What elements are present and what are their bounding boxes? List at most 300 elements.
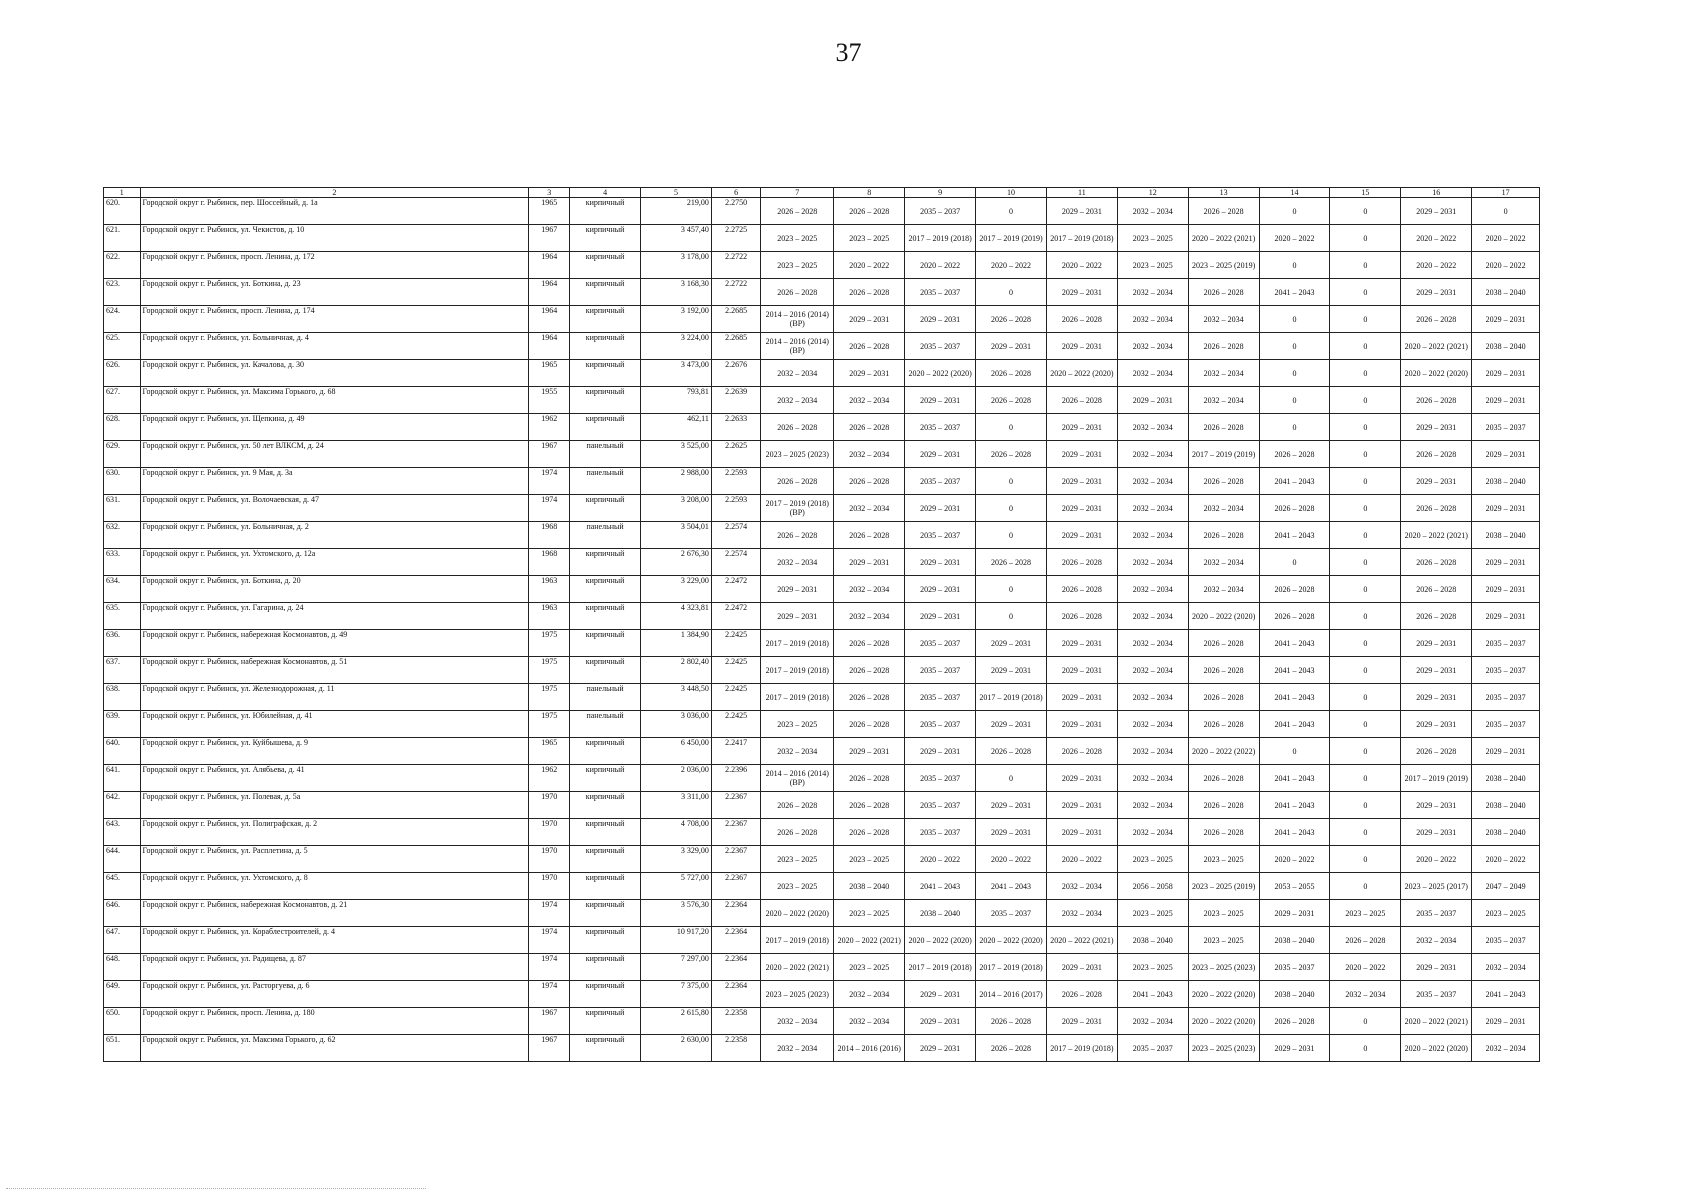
cell-work-col-14: 2026 – 2028 bbox=[1259, 1008, 1330, 1035]
cell-work-col-14: 2035 – 2037 bbox=[1259, 954, 1330, 981]
cell-work-col-13: 2026 – 2028 bbox=[1188, 468, 1259, 495]
cell-row-number: 649. bbox=[104, 981, 141, 1008]
cell-row-number: 641. bbox=[104, 765, 141, 792]
cell-work-col-12: 2032 – 2034 bbox=[1117, 198, 1188, 225]
cell-work-col-10: 2029 – 2031 bbox=[976, 819, 1047, 846]
cell-wall-material: панельный bbox=[570, 468, 641, 495]
cell-work-col-15: 0 bbox=[1330, 225, 1401, 252]
column-header-12: 12 bbox=[1117, 188, 1188, 198]
cell-work-col-16: 2035 – 2037 bbox=[1401, 981, 1472, 1008]
cell-row-number: 638. bbox=[104, 684, 141, 711]
cell-total-area: 3 576,30 bbox=[641, 900, 712, 927]
cell-work-col-12: 2032 – 2034 bbox=[1117, 495, 1188, 522]
cell-total-area: 2 630,00 bbox=[641, 1035, 712, 1062]
cell-priority-index: 2.2364 bbox=[711, 900, 760, 927]
cell-work-col-9: 2035 – 2037 bbox=[905, 819, 976, 846]
cell-total-area: 1 384,90 bbox=[641, 630, 712, 657]
cell-work-col-9: 2035 – 2037 bbox=[905, 333, 976, 360]
cell-work-col-7: 2026 – 2028 bbox=[761, 198, 834, 225]
cell-work-col-11: 2032 – 2034 bbox=[1046, 900, 1117, 927]
cell-work-col-15: 0 bbox=[1330, 252, 1401, 279]
cell-priority-index: 2.2676 bbox=[711, 360, 760, 387]
cell-work-col-16: 2017 – 2019 (2019) bbox=[1401, 765, 1472, 792]
cell-work-col-7: 2023 – 2025 bbox=[761, 711, 834, 738]
cell-work-col-8: 2026 – 2028 bbox=[834, 711, 905, 738]
cell-work-col-15: 0 bbox=[1330, 603, 1401, 630]
cell-work-col-11: 2029 – 2031 bbox=[1046, 630, 1117, 657]
cell-work-col-12: 2032 – 2034 bbox=[1117, 414, 1188, 441]
cell-work-col-15: 0 bbox=[1330, 333, 1401, 360]
cell-year-built: 1974 bbox=[529, 495, 570, 522]
cell-work-col-13: 2023 – 2025 (2019) bbox=[1188, 252, 1259, 279]
cell-work-col-7: 2026 – 2028 bbox=[761, 414, 834, 441]
cell-work-col-11: 2017 – 2019 (2018) bbox=[1046, 1035, 1117, 1062]
cell-work-col-16: 2029 – 2031 bbox=[1401, 954, 1472, 981]
cell-address: Городской округ г. Рыбинск, ул. Радищева, д. 87 bbox=[140, 954, 529, 981]
cell-work-col-11: 2026 – 2028 bbox=[1046, 981, 1117, 1008]
cell-work-col-17: 2038 – 2040 bbox=[1472, 522, 1540, 549]
cell-work-col-12: 2038 – 2040 bbox=[1117, 927, 1188, 954]
table-row bbox=[104, 387, 1540, 414]
cell-wall-material: кирпичный bbox=[570, 603, 641, 630]
column-header-8: 8 bbox=[834, 188, 905, 198]
cell-work-col-14: 0 bbox=[1259, 252, 1330, 279]
table-row bbox=[104, 549, 1540, 576]
cell-work-col-9: 2020 – 2022 (2020) bbox=[905, 927, 976, 954]
cell-work-col-15: 0 bbox=[1330, 765, 1401, 792]
cell-work-col-7: 2032 – 2034 bbox=[761, 387, 834, 414]
housing-repair-schedule-table bbox=[103, 187, 1540, 1062]
cell-total-area: 7 375,00 bbox=[641, 981, 712, 1008]
cell-work-col-7: 2026 – 2028 bbox=[761, 522, 834, 549]
column-header-17: 17 bbox=[1472, 188, 1540, 198]
cell-work-col-11: 2020 – 2022 bbox=[1046, 846, 1117, 873]
cell-work-col-15: 0 bbox=[1330, 711, 1401, 738]
cell-work-col-15: 0 bbox=[1330, 792, 1401, 819]
cell-work-col-11: 2029 – 2031 bbox=[1046, 522, 1117, 549]
cell-wall-material: панельный bbox=[570, 441, 641, 468]
scan-artifact-line bbox=[6, 1188, 426, 1190]
table-row bbox=[104, 306, 1540, 333]
cell-work-col-14: 2041 – 2043 bbox=[1259, 522, 1330, 549]
cell-work-col-12: 2035 – 2037 bbox=[1117, 1035, 1188, 1062]
cell-work-col-7: 2032 – 2034 bbox=[761, 1035, 834, 1062]
table-row bbox=[104, 468, 1540, 495]
table-row bbox=[104, 522, 1540, 549]
cell-work-col-15: 0 bbox=[1330, 279, 1401, 306]
cell-priority-index: 2.2425 bbox=[711, 711, 760, 738]
cell-total-area: 3 192,00 bbox=[641, 306, 712, 333]
page-number: 37 bbox=[835, 38, 862, 67]
cell-work-col-7: 2023 – 2025 (2023) bbox=[761, 981, 834, 1008]
cell-year-built: 1962 bbox=[529, 765, 570, 792]
cell-work-col-9: 2035 – 2037 bbox=[905, 711, 976, 738]
cell-work-col-11: 2029 – 2031 bbox=[1046, 711, 1117, 738]
cell-work-col-16: 2026 – 2028 bbox=[1401, 549, 1472, 576]
cell-work-col-8: 2026 – 2028 bbox=[834, 657, 905, 684]
cell-work-col-13: 2026 – 2028 bbox=[1188, 279, 1259, 306]
cell-row-number: 626. bbox=[104, 360, 141, 387]
cell-work-col-12: 2032 – 2034 bbox=[1117, 279, 1188, 306]
cell-work-col-15: 0 bbox=[1330, 576, 1401, 603]
cell-work-col-12: 2032 – 2034 bbox=[1117, 306, 1188, 333]
cell-wall-material: кирпичный bbox=[570, 333, 641, 360]
cell-row-number: 637. bbox=[104, 657, 141, 684]
cell-work-col-16: 2026 – 2028 bbox=[1401, 603, 1472, 630]
cell-work-col-14: 2041 – 2043 bbox=[1259, 468, 1330, 495]
cell-work-col-8: 2026 – 2028 bbox=[834, 765, 905, 792]
cell-work-col-16: 2029 – 2031 bbox=[1401, 414, 1472, 441]
cell-work-col-9: 2035 – 2037 bbox=[905, 657, 976, 684]
table-row bbox=[104, 603, 1540, 630]
cell-work-col-9: 2035 – 2037 bbox=[905, 279, 976, 306]
cell-priority-index: 2.2639 bbox=[711, 387, 760, 414]
cell-work-col-12: 2032 – 2034 bbox=[1117, 576, 1188, 603]
cell-work-col-8: 2029 – 2031 bbox=[834, 306, 905, 333]
cell-work-col-16: 2029 – 2031 bbox=[1401, 198, 1472, 225]
cell-work-col-15: 0 bbox=[1330, 1008, 1401, 1035]
cell-work-col-13: 2026 – 2028 bbox=[1188, 522, 1259, 549]
cell-work-col-10: 2014 – 2016 (2017) bbox=[976, 981, 1047, 1008]
cell-work-col-17: 2029 – 2031 bbox=[1472, 1008, 1540, 1035]
cell-work-col-9: 2029 – 2031 bbox=[905, 981, 976, 1008]
cell-work-col-11: 2029 – 2031 bbox=[1046, 684, 1117, 711]
cell-row-number: 642. bbox=[104, 792, 141, 819]
cell-work-col-10: 2029 – 2031 bbox=[976, 333, 1047, 360]
cell-work-col-11: 2029 – 2031 bbox=[1046, 468, 1117, 495]
cell-work-col-7: 2032 – 2034 bbox=[761, 360, 834, 387]
cell-work-col-8: 2026 – 2028 bbox=[834, 333, 905, 360]
cell-address: Городской округ г. Рыбинск, набережная Космонавтов, д. 21 bbox=[140, 900, 529, 927]
table-row bbox=[104, 711, 1540, 738]
table-row bbox=[104, 441, 1540, 468]
table-row bbox=[104, 1008, 1540, 1035]
cell-priority-index: 2.2593 bbox=[711, 468, 760, 495]
cell-work-col-8: 2020 – 2022 (2021) bbox=[834, 927, 905, 954]
cell-work-col-14: 2041 – 2043 bbox=[1259, 819, 1330, 846]
cell-work-col-16: 2026 – 2028 bbox=[1401, 576, 1472, 603]
cell-total-area: 3 473,00 bbox=[641, 360, 712, 387]
cell-wall-material: кирпичный bbox=[570, 630, 641, 657]
cell-wall-material: кирпичный bbox=[570, 414, 641, 441]
cell-work-col-8: 2023 – 2025 bbox=[834, 954, 905, 981]
column-header-1: 1 bbox=[104, 188, 141, 198]
cell-work-col-12: 2032 – 2034 bbox=[1117, 441, 1188, 468]
cell-address: Городской округ г. Рыбинск, просп. Ленина, д. 180 bbox=[140, 1008, 529, 1035]
cell-total-area: 3 457,40 bbox=[641, 225, 712, 252]
cell-row-number: 627. bbox=[104, 387, 141, 414]
cell-work-col-14: 2041 – 2043 bbox=[1259, 711, 1330, 738]
cell-work-col-11: 2029 – 2031 bbox=[1046, 765, 1117, 792]
cell-priority-index: 2.2358 bbox=[711, 1035, 760, 1062]
cell-priority-index: 2.2417 bbox=[711, 738, 760, 765]
cell-work-col-11: 2029 – 2031 bbox=[1046, 198, 1117, 225]
cell-work-col-8: 2038 – 2040 bbox=[834, 873, 905, 900]
cell-year-built: 1974 bbox=[529, 900, 570, 927]
cell-address: Городской округ г. Рыбинск, ул. Ухтомского, д. 8 bbox=[140, 873, 529, 900]
cell-work-col-11: 2029 – 2031 bbox=[1046, 792, 1117, 819]
cell-work-col-15: 0 bbox=[1330, 441, 1401, 468]
cell-total-area: 793,81 bbox=[641, 387, 712, 414]
cell-work-col-15: 0 bbox=[1330, 630, 1401, 657]
cell-work-col-14: 2041 – 2043 bbox=[1259, 630, 1330, 657]
cell-work-col-12: 2032 – 2034 bbox=[1117, 522, 1188, 549]
cell-year-built: 1962 bbox=[529, 414, 570, 441]
table-row bbox=[104, 414, 1540, 441]
cell-priority-index: 2.2685 bbox=[711, 333, 760, 360]
cell-priority-index: 2.2425 bbox=[711, 630, 760, 657]
cell-priority-index: 2.2722 bbox=[711, 252, 760, 279]
cell-work-col-13: 2023 – 2025 bbox=[1188, 846, 1259, 873]
cell-work-col-11: 2020 – 2022 bbox=[1046, 252, 1117, 279]
cell-address: Городской округ г. Рыбинск, ул. Юбилейная, д. 41 bbox=[140, 711, 529, 738]
cell-work-col-7: 2023 – 2025 bbox=[761, 873, 834, 900]
cell-work-col-8: 2029 – 2031 bbox=[834, 360, 905, 387]
cell-work-col-12: 2056 – 2058 bbox=[1117, 873, 1188, 900]
cell-work-col-16: 2029 – 2031 bbox=[1401, 792, 1472, 819]
cell-work-col-10: 0 bbox=[976, 468, 1047, 495]
cell-row-number: 643. bbox=[104, 819, 141, 846]
cell-address: Городской округ г. Рыбинск, просп. Ленина, д. 174 bbox=[140, 306, 529, 333]
cell-work-col-10: 2017 – 2019 (2019) bbox=[976, 225, 1047, 252]
cell-year-built: 1970 bbox=[529, 873, 570, 900]
cell-row-number: 624. bbox=[104, 306, 141, 333]
cell-row-number: 633. bbox=[104, 549, 141, 576]
cell-wall-material: кирпичный bbox=[570, 846, 641, 873]
cell-work-col-8: 2026 – 2028 bbox=[834, 819, 905, 846]
cell-work-col-13: 2020 – 2022 (2021) bbox=[1188, 225, 1259, 252]
cell-work-col-11: 2026 – 2028 bbox=[1046, 549, 1117, 576]
cell-row-number: 620. bbox=[104, 198, 141, 225]
cell-total-area: 3 448,50 bbox=[641, 684, 712, 711]
cell-year-built: 1963 bbox=[529, 603, 570, 630]
cell-work-col-16: 2029 – 2031 bbox=[1401, 684, 1472, 711]
column-header-16: 16 bbox=[1401, 188, 1472, 198]
cell-wall-material: кирпичный bbox=[570, 1035, 641, 1062]
cell-priority-index: 2.2625 bbox=[711, 441, 760, 468]
cell-work-col-13: 2020 – 2022 (2020) bbox=[1188, 603, 1259, 630]
cell-row-number: 622. bbox=[104, 252, 141, 279]
cell-work-col-11: 2029 – 2031 bbox=[1046, 495, 1117, 522]
cell-work-col-17: 2038 – 2040 bbox=[1472, 279, 1540, 306]
cell-work-col-14: 0 bbox=[1259, 414, 1330, 441]
cell-work-col-10: 0 bbox=[976, 603, 1047, 630]
cell-work-col-15: 2023 – 2025 bbox=[1330, 900, 1401, 927]
cell-year-built: 1967 bbox=[529, 225, 570, 252]
cell-work-col-8: 2032 – 2034 bbox=[834, 441, 905, 468]
cell-total-area: 3 224,00 bbox=[641, 333, 712, 360]
cell-work-col-7: 2023 – 2025 bbox=[761, 846, 834, 873]
cell-wall-material: кирпичный bbox=[570, 549, 641, 576]
cell-row-number: 623. bbox=[104, 279, 141, 306]
cell-work-col-14: 0 bbox=[1259, 549, 1330, 576]
cell-work-col-7: 2017 – 2019 (2018) bbox=[761, 927, 834, 954]
table-row bbox=[104, 981, 1540, 1008]
cell-address: Городской округ г. Рыбинск, ул. Качалова, д. 30 bbox=[140, 360, 529, 387]
cell-priority-index: 2.2722 bbox=[711, 279, 760, 306]
cell-work-col-10: 2017 – 2019 (2018) bbox=[976, 684, 1047, 711]
cell-work-col-12: 2029 – 2031 bbox=[1117, 387, 1188, 414]
cell-work-col-10: 0 bbox=[976, 495, 1047, 522]
cell-work-col-8: 2029 – 2031 bbox=[834, 549, 905, 576]
table-row bbox=[104, 630, 1540, 657]
cell-address: Городской округ г. Рыбинск, ул. Волочаевская, д. 47 bbox=[140, 495, 529, 522]
table-row bbox=[104, 819, 1540, 846]
cell-work-col-9: 2035 – 2037 bbox=[905, 522, 976, 549]
cell-work-col-11: 2017 – 2019 (2018) bbox=[1046, 225, 1117, 252]
cell-wall-material: кирпичный bbox=[570, 657, 641, 684]
cell-year-built: 1964 bbox=[529, 252, 570, 279]
cell-work-col-14: 2029 – 2031 bbox=[1259, 900, 1330, 927]
cell-work-col-15: 0 bbox=[1330, 819, 1401, 846]
cell-work-col-13: 2023 – 2025 (2023) bbox=[1188, 1035, 1259, 1062]
cell-wall-material: кирпичный bbox=[570, 306, 641, 333]
cell-work-col-7: 2026 – 2028 bbox=[761, 819, 834, 846]
table-row bbox=[104, 279, 1540, 306]
cell-year-built: 1975 bbox=[529, 711, 570, 738]
table-row bbox=[104, 225, 1540, 252]
cell-work-col-17: 2035 – 2037 bbox=[1472, 414, 1540, 441]
cell-total-area: 5 727,00 bbox=[641, 873, 712, 900]
cell-work-col-8: 2026 – 2028 bbox=[834, 630, 905, 657]
cell-row-number: 628. bbox=[104, 414, 141, 441]
cell-work-col-8: 2023 – 2025 bbox=[834, 225, 905, 252]
cell-year-built: 1970 bbox=[529, 792, 570, 819]
cell-row-number: 651. bbox=[104, 1035, 141, 1062]
cell-work-col-11: 2029 – 2031 bbox=[1046, 954, 1117, 981]
cell-priority-index: 2.2367 bbox=[711, 873, 760, 900]
cell-work-col-12: 2023 – 2025 bbox=[1117, 900, 1188, 927]
cell-work-col-12: 2032 – 2034 bbox=[1117, 657, 1188, 684]
cell-work-col-7: 2026 – 2028 bbox=[761, 792, 834, 819]
cell-work-col-17: 2029 – 2031 bbox=[1472, 576, 1540, 603]
cell-work-col-10: 2026 – 2028 bbox=[976, 738, 1047, 765]
table-row bbox=[104, 873, 1540, 900]
cell-year-built: 1964 bbox=[529, 333, 570, 360]
table-row bbox=[104, 954, 1540, 981]
cell-work-col-7: 2014 – 2016 (2014) (ВР) bbox=[761, 333, 834, 360]
cell-work-col-12: 2032 – 2034 bbox=[1117, 549, 1188, 576]
cell-work-col-16: 2029 – 2031 bbox=[1401, 468, 1472, 495]
cell-work-col-8: 2032 – 2034 bbox=[834, 1008, 905, 1035]
cell-work-col-11: 2026 – 2028 bbox=[1046, 603, 1117, 630]
table-row bbox=[104, 198, 1540, 225]
cell-work-col-9: 2035 – 2037 bbox=[905, 792, 976, 819]
cell-wall-material: кирпичный bbox=[570, 1008, 641, 1035]
cell-priority-index: 2.2367 bbox=[711, 819, 760, 846]
cell-work-col-13: 2020 – 2022 (2022) bbox=[1188, 738, 1259, 765]
cell-work-col-11: 2029 – 2031 bbox=[1046, 333, 1117, 360]
cell-priority-index: 2.2472 bbox=[711, 603, 760, 630]
table-row bbox=[104, 252, 1540, 279]
cell-address: Городской округ г. Рыбинск, ул. Максима Горького, д. 68 bbox=[140, 387, 529, 414]
cell-total-area: 3 178,00 bbox=[641, 252, 712, 279]
cell-row-number: 644. bbox=[104, 846, 141, 873]
cell-work-col-9: 2029 – 2031 bbox=[905, 306, 976, 333]
cell-year-built: 1967 bbox=[529, 1035, 570, 1062]
cell-address: Городской округ г. Рыбинск, набережная Космонавтов, д. 49 bbox=[140, 630, 529, 657]
cell-work-col-12: 2032 – 2034 bbox=[1117, 765, 1188, 792]
cell-row-number: 645. bbox=[104, 873, 141, 900]
cell-work-col-15: 0 bbox=[1330, 414, 1401, 441]
cell-work-col-15: 0 bbox=[1330, 1035, 1401, 1062]
cell-work-col-7: 2014 – 2016 (2014) (ВР) bbox=[761, 306, 834, 333]
cell-work-col-7: 2017 – 2019 (2018) bbox=[761, 630, 834, 657]
table-row bbox=[104, 900, 1540, 927]
cell-work-col-17: 2038 – 2040 bbox=[1472, 792, 1540, 819]
cell-work-col-10: 2029 – 2031 bbox=[976, 657, 1047, 684]
cell-work-col-13: 2023 – 2025 (2023) bbox=[1188, 954, 1259, 981]
cell-wall-material: кирпичный bbox=[570, 387, 641, 414]
cell-work-col-14: 2038 – 2040 bbox=[1259, 981, 1330, 1008]
cell-work-col-16: 2032 – 2034 bbox=[1401, 927, 1472, 954]
cell-priority-index: 2.2472 bbox=[711, 576, 760, 603]
cell-work-col-9: 2029 – 2031 bbox=[905, 441, 976, 468]
cell-work-col-10: 2029 – 2031 bbox=[976, 711, 1047, 738]
column-header-13: 13 bbox=[1188, 188, 1259, 198]
cell-work-col-10: 0 bbox=[976, 198, 1047, 225]
cell-work-col-9: 2035 – 2037 bbox=[905, 414, 976, 441]
cell-work-col-16: 2026 – 2028 bbox=[1401, 387, 1472, 414]
cell-work-col-16: 2020 – 2022 (2021) bbox=[1401, 1008, 1472, 1035]
cell-work-col-10: 2026 – 2028 bbox=[976, 306, 1047, 333]
cell-work-col-9: 2035 – 2037 bbox=[905, 684, 976, 711]
cell-work-col-13: 2026 – 2028 bbox=[1188, 819, 1259, 846]
column-number-header-row bbox=[104, 188, 1540, 198]
cell-total-area: 3 504,01 bbox=[641, 522, 712, 549]
cell-work-col-13: 2026 – 2028 bbox=[1188, 792, 1259, 819]
cell-work-col-14: 0 bbox=[1259, 387, 1330, 414]
cell-work-col-9: 2035 – 2037 bbox=[905, 468, 976, 495]
cell-priority-index: 2.2425 bbox=[711, 684, 760, 711]
cell-work-col-11: 2020 – 2022 (2020) bbox=[1046, 360, 1117, 387]
cell-work-col-13: 2023 – 2025 bbox=[1188, 927, 1259, 954]
cell-row-number: 632. bbox=[104, 522, 141, 549]
cell-work-col-14: 2041 – 2043 bbox=[1259, 684, 1330, 711]
cell-work-col-10: 2029 – 2031 bbox=[976, 630, 1047, 657]
cell-work-col-17: 2038 – 2040 bbox=[1472, 765, 1540, 792]
cell-work-col-9: 2041 – 2043 bbox=[905, 873, 976, 900]
cell-work-col-10: 0 bbox=[976, 522, 1047, 549]
cell-work-col-16: 2020 – 2022 (2020) bbox=[1401, 1035, 1472, 1062]
cell-address: Городской округ г. Рыбинск, просп. Ленина, д. 172 bbox=[140, 252, 529, 279]
cell-work-col-8: 2026 – 2028 bbox=[834, 279, 905, 306]
cell-work-col-15: 0 bbox=[1330, 846, 1401, 873]
cell-work-col-17: 2035 – 2037 bbox=[1472, 711, 1540, 738]
cell-work-col-12: 2032 – 2034 bbox=[1117, 630, 1188, 657]
cell-address: Городской округ г. Рыбинск, ул. Расторгуева, д. 6 bbox=[140, 981, 529, 1008]
cell-work-col-16: 2020 – 2022 bbox=[1401, 846, 1472, 873]
cell-work-col-13: 2032 – 2034 bbox=[1188, 495, 1259, 522]
cell-work-col-14: 0 bbox=[1259, 333, 1330, 360]
cell-work-col-10: 0 bbox=[976, 765, 1047, 792]
cell-work-col-10: 2029 – 2031 bbox=[976, 792, 1047, 819]
table-row bbox=[104, 360, 1540, 387]
cell-work-col-17: 2023 – 2025 bbox=[1472, 900, 1540, 927]
cell-work-col-9: 2029 – 2031 bbox=[905, 603, 976, 630]
cell-work-col-7: 2014 – 2016 (2014) (ВР) bbox=[761, 765, 834, 792]
column-header-6: 6 bbox=[711, 188, 760, 198]
cell-work-col-8: 2032 – 2034 bbox=[834, 495, 905, 522]
cell-work-col-11: 2026 – 2028 bbox=[1046, 387, 1117, 414]
cell-work-col-7: 2017 – 2019 (2018) (ВР) bbox=[761, 495, 834, 522]
cell-work-col-13: 2032 – 2034 bbox=[1188, 576, 1259, 603]
cell-work-col-10: 2026 – 2028 bbox=[976, 387, 1047, 414]
cell-work-col-9: 2017 – 2019 (2018) bbox=[905, 225, 976, 252]
cell-work-col-10: 2026 – 2028 bbox=[976, 1008, 1047, 1035]
cell-work-col-16: 2029 – 2031 bbox=[1401, 711, 1472, 738]
cell-work-col-17: 2020 – 2022 bbox=[1472, 846, 1540, 873]
